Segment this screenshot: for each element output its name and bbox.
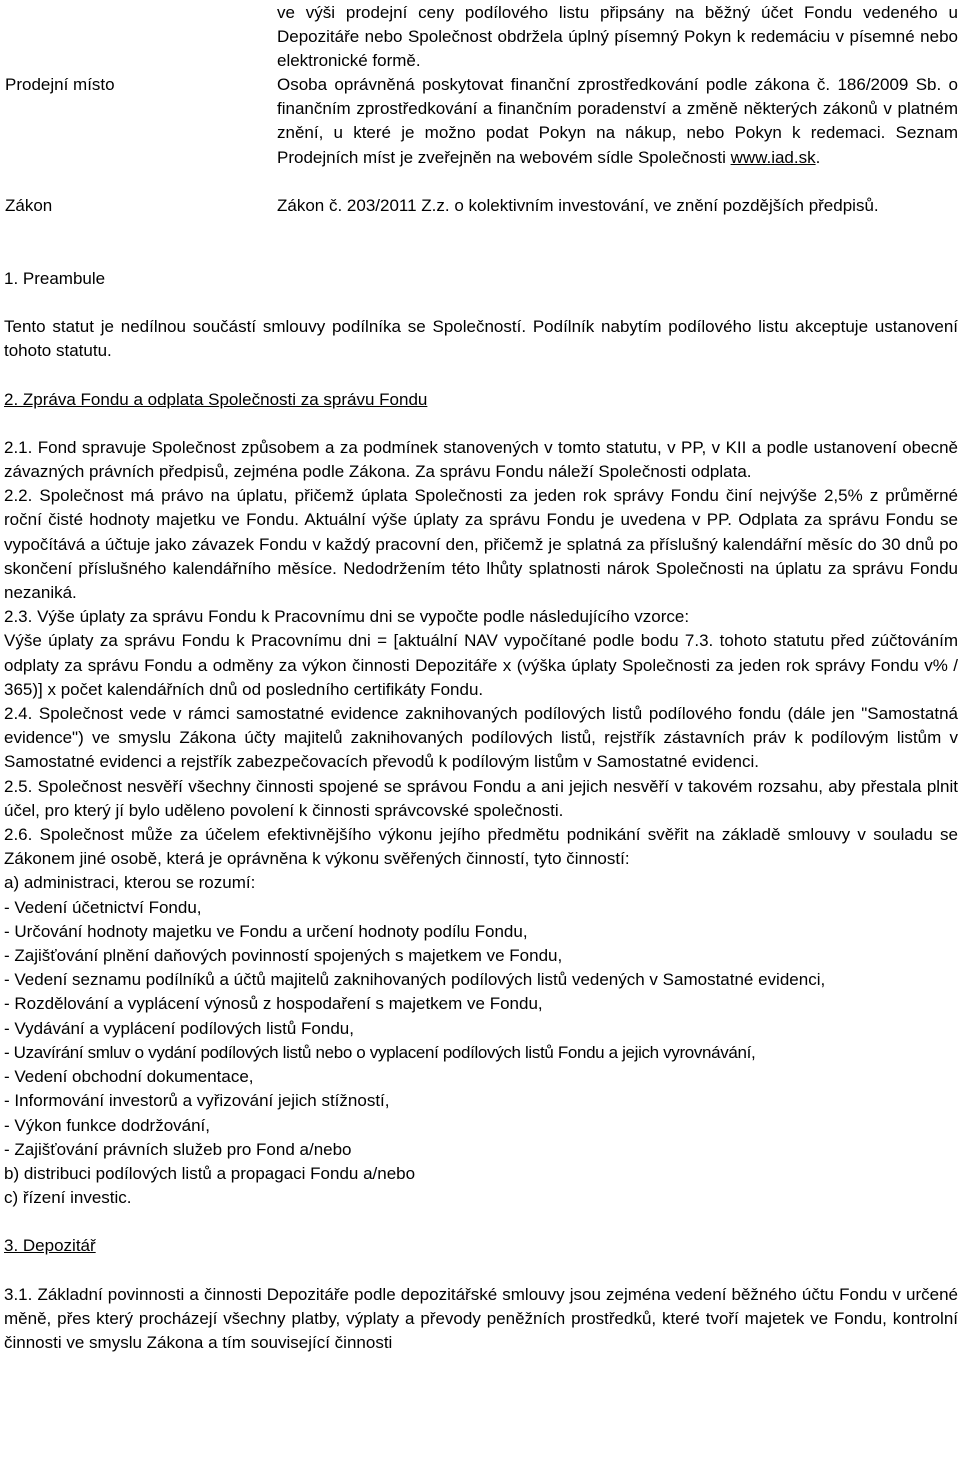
section-2-title: 2. Zpráva Fondu a odplata Společnosti za správu Fondu xyxy=(4,389,428,409)
section-1-title: 1. Preambule xyxy=(4,269,106,288)
paragraph-2-1: 2.1. Fond spravuje Společnost způsobem a za podmínek stanovených v tomto statutu, v PP, v KII a podle ustanovení obecně závazných právních předpisů, zejména podle Zákona. Za správu Fondu náleží Společnosti odplata. xyxy=(4,437,958,482)
paragraph-2-3-formula: Výše úplaty za správu Fondu k Pracovnímu dni = [aktuální NAV vypočítané podle bodu 7.3. tohoto statutu před zúčtováním odplaty za správu Fondu a odměny za výkon činnosti Depozitáře x (výška úplaty Společnosti za jeden rok správy Fondu v% / 365)] x počet kalendářních dnů od posledního certifikáty Fondu. xyxy=(4,631,958,699)
list-item: - Zajišťování právních služeb pro Fond a/nebo xyxy=(4,1139,352,1159)
definition-description: Zákon č. 203/2011 Z.z. o kolektivním investování, ve znění pozdějších předpisů. xyxy=(277,196,879,215)
paragraph-2-6: 2.6. Společnost může za účelem efektivnějšího výkonu jejího předmětu podnikání svěřit na základě smlouvy v souladu se Zákonem jiné osobě, která je oprávněna k výkonu svěřených činností, tyto činností: xyxy=(4,825,958,869)
section-3-title: 3. Depozitář xyxy=(4,1236,96,1256)
definition-row-zakon xyxy=(0,194,960,218)
definition-description: Osoba oprávněná poskytovat finanční zprostředkování podle zákona č. 186/2009 Sb. o finančním zprostředkování a finančním poradenství a změně některých zákonů v platném znění, u které je možno podat Pokyn na nákup, nebo Pokyn k redemaci. Seznam Prodejních míst je zveřejněn na webovém sídle Společnosti www.iad.sk. xyxy=(277,75,958,167)
paragraph-3-1: 3.1. Základní povinnosti a činnosti Depozitáře podle depozitářské smlouvy jsou zejména vedení běžného účtu Fondu v určené měně, přes který procházejí všechny platby, výplaty a převody peněžních prostředků, které tvoří majetek ve Fondu, kontrolní činnosti ve smyslu Zákona a tím související činnosti xyxy=(4,1284,958,1352)
definition-description: ve výši prodejní ceny podílového listu připsány na běžný účet Fondu vedeného u Depozitáře nebo Společnost obdržela úplný písemný Pokyn k redemáciu v písemné nebo elektronické formě. xyxy=(277,3,958,71)
list-item-b: b) distribuci podílových listů a propagaci Fondu a/nebo xyxy=(4,1163,416,1183)
definition-term: Zákon xyxy=(5,196,53,215)
paragraph-2-4: 2.4. Společnost vede v rámci samostatné evidence zaknihovaných podílových listů podílového fondu (dále jen "Samostatná evidence") ve smyslu Zákona účty majitelů zaknihovaných podílových listů, rejstřík zástavních práv k podílovým listům v Samostatné evidenci a rejstřík zabezpečovacích převodů k podílovým listům v Samostatné evidenci. xyxy=(4,704,958,772)
list-item: - Výkon funkce dodržování, xyxy=(4,1115,211,1135)
paragraph-2-5: 2.5. Společnost nesvěří všechny činnosti spojené se správou Fondu a ani jejich nesvěří v takovém rozsahu, aby přestala plnit účel, pro který jí bylo uděleno povolení k činnosti správcovské společnosti. xyxy=(4,776,958,820)
definition-row-prodejni-misto xyxy=(0,73,960,170)
list-item-c: c) řízení investic. xyxy=(4,1188,132,1208)
list-item: - Uzavírání smluv o vydání podílových listů nebo o vyplacení podílových listů Fondu a jejich vyrovnávání, xyxy=(4,1042,756,1062)
list-item: - Zajišťování plnění daňových povinností spojených s majetkem ve Fondu, xyxy=(4,946,563,966)
list-item: - Vedení obchodní dokumentace, xyxy=(4,1067,254,1087)
paragraph-2-3: 2.3. Výše úplaty za správu Fondu k Pracovnímu dni se vypočte podle následujícího vzorce: xyxy=(4,607,690,627)
statute-body xyxy=(4,267,958,1355)
definition-term: Prodejní místo xyxy=(5,75,115,94)
website-link[interactable]: www.iad.sk xyxy=(730,147,816,167)
list-item: - Vedení seznamu podílníků a účtů majitelů zaknihovaných podílových listů vedených v Samostatné evidenci, xyxy=(4,970,826,990)
list-item: - Vydávání a vyplácení podílových listů Fondu, xyxy=(4,1018,354,1038)
list-item: - Informování investorů a vyřizování jejich stížností, xyxy=(4,1091,390,1111)
list-item: - Rozdělování a vyplácení výnosů z hospodaření s majetkem ve Fondu, xyxy=(4,994,543,1014)
section-1-text: Tento statut je nedílnou součástí smlouvy podílníka se Společností. Podílník nabytím podílového listu akceptuje ustanovení tohoto statutu. xyxy=(4,317,958,361)
list-item-a: a) administraci, kterou se rozumí: xyxy=(4,873,256,893)
definition-row-continuation xyxy=(0,1,960,74)
list-item: - Určování hodnoty majetku ve Fondu a určení hodnoty podílu Fondu, xyxy=(4,921,528,941)
list-item: - Vedení účetnictví Fondu, xyxy=(4,897,202,917)
paragraph-2-2: 2.2. Společnost má právo na úplatu, přičemž úplata Společnosti za jeden rok správy Fondu činí nejvýše 2,5% z průměrné roční čisté hodnoty majetku ve Fondu. Aktuální výše úplaty za správu Fondu je uvedena v PP. Odplata za správu Fondu se vypočítává a účtuje jako závazek Fondu v každý pracovní den, přičemž je splatná za příslušný kalendářní měsíc do 30 dnů po skončení příslušného kalendářního měsíce. Nedodržením této lhůty splatnosti nárok Společnosti na úplatu za správu Fondu nezaniká. xyxy=(4,486,958,603)
